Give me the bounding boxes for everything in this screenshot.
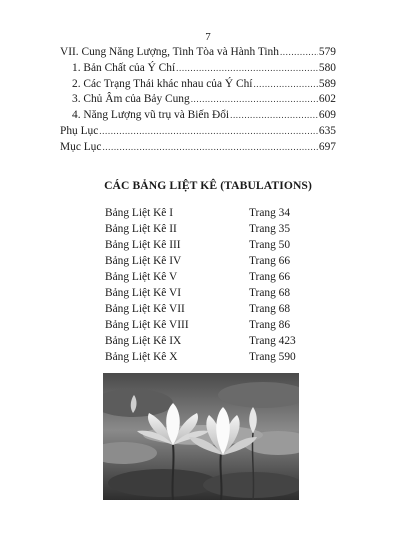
toc-entry-title: 2. Các Trạng Thái khác nhau của Ý Chí — [72, 77, 253, 90]
page-number: 7 — [205, 31, 211, 43]
tabulations-heading: CÁC BẢNG LIỆT KÊ (TABULATIONS) — [104, 179, 312, 192]
tabulation-page: Trang 68 — [249, 303, 291, 315]
tabulations-list — [105, 205, 296, 365]
tabulation-name: Bảng Liệt Kê IX — [105, 335, 182, 347]
tabulation-item — [105, 253, 296, 269]
tabulation-name: Bảng Liệt Kê X — [105, 351, 178, 363]
tabulation-item — [105, 269, 296, 285]
tabulation-page: Trang 66 — [249, 255, 291, 267]
dot-leader — [191, 92, 318, 108]
toc-entry-title: VII. Cung Năng Lượng, Tinh Tòa và Hành Tinh — [60, 46, 279, 58]
tabulation-name: Bảng Liệt Kê VIII — [105, 319, 189, 331]
toc-entry — [60, 124, 336, 140]
tabulation-name: Bảng Liệt Kê V — [105, 271, 178, 283]
dot-leader — [253, 77, 317, 93]
toc-entry — [60, 140, 336, 156]
tabulation-name: Bảng Liệt Kê III — [105, 239, 181, 251]
tabulation-page: Trang 86 — [249, 319, 291, 331]
toc-entry — [60, 77, 336, 93]
toc-entry — [60, 61, 336, 77]
tabulation-page: Trang 35 — [249, 223, 291, 235]
tabulation-item — [105, 285, 296, 301]
tabulation-page: Trang 66 — [249, 271, 291, 283]
tabulation-page: Trang 34 — [249, 207, 291, 219]
toc-entry-title: Mục Lục — [60, 140, 102, 153]
table-of-contents — [60, 45, 336, 156]
tabulation-page: Trang 50 — [249, 239, 291, 251]
lotus-flowers-photo — [103, 373, 299, 500]
tabulation-item — [105, 349, 296, 365]
dot-leader — [99, 124, 318, 140]
toc-entry — [60, 92, 336, 108]
toc-entry-page: 589 — [318, 77, 336, 90]
tabulation-name: Bảng Liệt Kê IV — [105, 255, 182, 267]
tabulation-page: Trang 68 — [249, 287, 291, 299]
dot-leader — [230, 108, 318, 124]
tabulation-name: Bảng Liệt Kê VII — [105, 303, 185, 315]
toc-entry-page: 580 — [318, 61, 336, 74]
tabulation-item — [105, 237, 296, 253]
tabulation-item — [105, 317, 296, 333]
toc-entry-title: 4. Năng Lượng vũ trụ và Biến Đổi — [72, 109, 230, 122]
dot-leader — [102, 140, 317, 156]
tabulation-name: Bảng Liệt Kê II — [105, 223, 177, 235]
tabulation-item — [105, 221, 296, 237]
tabulation-item — [105, 333, 296, 349]
toc-entry-page: 635 — [318, 124, 336, 137]
toc-entry-page: 697 — [318, 140, 336, 153]
toc-entry-title: 3. Chủ Âm của Bảy Cung — [72, 93, 190, 106]
tabulation-item — [105, 205, 296, 221]
toc-entry-page: 602 — [318, 93, 336, 106]
toc-entry-title: 1. Bản Chất của Ý Chí — [72, 61, 176, 74]
dot-leader — [176, 61, 318, 77]
toc-entry — [60, 108, 336, 124]
toc-entry-page: 579 — [318, 46, 336, 58]
dot-leader — [280, 45, 318, 61]
tabulation-page: Trang 590 — [249, 351, 296, 363]
toc-entry — [60, 45, 336, 61]
tabulation-name: Bảng Liệt Kê VI — [105, 287, 182, 299]
toc-entry-title: Phụ Lục — [60, 124, 99, 137]
tabulation-name: Bảng Liệt Kê I — [105, 207, 174, 219]
lotus-photo-illustration — [103, 373, 299, 500]
tabulation-page: Trang 423 — [249, 335, 296, 347]
toc-entry-page: 609 — [318, 109, 336, 122]
tabulation-item — [105, 301, 296, 317]
